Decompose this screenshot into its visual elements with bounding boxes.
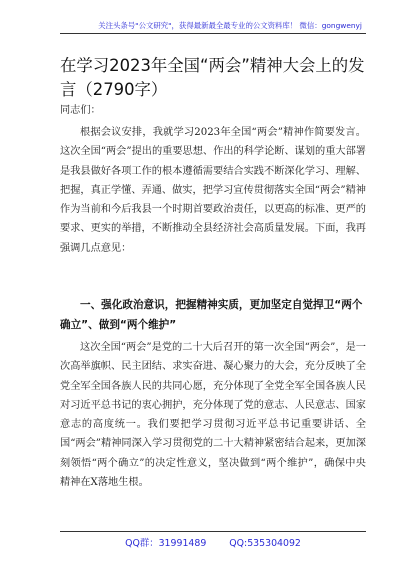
section-heading-1: 一、强化政治意识，把握精神实质，更加坚定自觉捍卫“两个确立”、做到“两个维护” [60, 299, 363, 331]
greeting: 同志们： [60, 105, 101, 116]
footer-qq-group: QQ群：31991489 [125, 538, 207, 549]
document-title: 在学习2023年全国“两会”精神大会上的发言（2790字） [60, 56, 365, 99]
body-paragraph-2: 这次全国“两会”是党的二十大后召开的第一次全国“两会”，是一次高举旗帜、民主团结、求实奋进、凝心聚力的大会，充分反映了全党全军全国各族人民的共同心愿，充分体现了全党全军全国各族人民对习近平总书记的衷心拥护，充分体现了党的意志、人民意志、国家意志的高度统一。我们要把学习贯彻习近平总书记重要讲话、全国“两会”精神同深入学习贯彻党的二十大精神紧密结合起来，更加深刻领悟“两个确立”的决定性意义，坚决做到“两个维护”，确保中央精神在X落地生根。 [60, 342, 366, 489]
header-rule [60, 33, 366, 34]
body-paragraph-1: 根据会议安排，我就学习2023年全国“两会”精神作简要发言。这次全国“两会”提出的重要思想、作出的科学论断、谋划的重大部署是我县做好各项工作的根本遵循需要结合实践不断深化学习、理解、把握，真正学懂、弄通、做实，把学习宣传贯彻落实全国“两会”精神作为当前和今后我县一个时期首要政治责任，以更高的标准、更严的要求、更实的举措，不断推动全县经济社会高质量发展。下面，我再强调几点意见： [60, 127, 366, 254]
footer-rule [60, 531, 366, 532]
header-banner: 关注头条号"公文研究"，获得最新最全最专业的公文资料库！ 微信：gongwenyj [98, 21, 362, 30]
footer [60, 535, 366, 549]
footer-qq: QQ:535304092 [229, 538, 301, 549]
